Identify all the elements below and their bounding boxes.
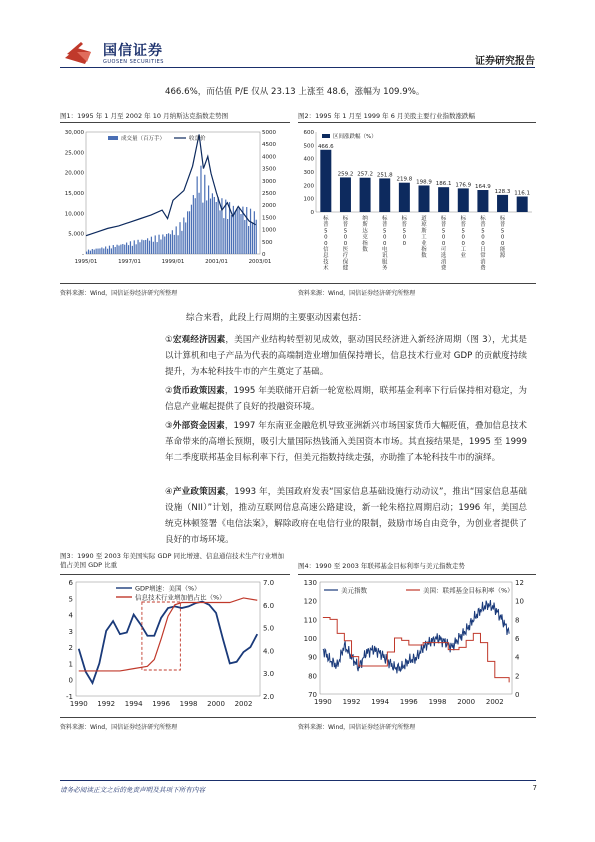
figure2-source: 资料来源：Wind，国信证券经济研究所整理 — [298, 290, 416, 297]
y-left-tick-label: 1 — [68, 660, 73, 669]
x-tick-label: 1990 — [313, 698, 332, 706]
volume-bar — [116, 245, 117, 254]
legend-rate-label: 美国：联邦基金目标利率（%） — [423, 586, 514, 595]
volume-bar — [147, 238, 148, 254]
dollar-index-line — [323, 600, 509, 673]
y-right-tick-label: 8 — [515, 616, 520, 625]
x-tick-label: 2003/01 — [248, 259, 272, 265]
x-tick-label: 1997/01 — [118, 259, 141, 265]
guosen-logo-icon — [63, 38, 95, 68]
volume-bar — [109, 246, 110, 254]
volume-bar — [168, 233, 169, 254]
x-tick-label: 2001/01 — [205, 259, 228, 265]
volume-bar — [237, 209, 238, 254]
figure4-chart — [298, 576, 536, 714]
volume-bar — [172, 230, 173, 254]
figure2-chart — [298, 124, 536, 274]
y-left-tick-label: 30,000 — [64, 130, 84, 136]
paragraph-2 — [165, 383, 527, 415]
summary-line: 综合来看，此段上行周期的主要驱动因素包括： — [186, 313, 367, 323]
volume-bar — [153, 242, 154, 254]
bar — [340, 177, 351, 212]
bar — [497, 195, 508, 212]
figure1-top-rule — [60, 122, 290, 123]
y-right-tick-label: 2 — [515, 672, 520, 681]
y-right-tick-label: 5000 — [262, 130, 276, 136]
y-right-tick-label: 2000 — [262, 203, 276, 210]
volume-bar — [111, 248, 112, 254]
x-tick-label: 1999/01 — [161, 259, 185, 265]
volume-bar — [137, 240, 138, 254]
category-label: 标普 5 0 0 日常消费 — [480, 216, 486, 272]
y-tick-label: 300 — [303, 170, 314, 176]
bar-value-label: 466.6 — [317, 143, 334, 150]
y-left-tick-label: 70 — [308, 691, 317, 699]
figure1-title: 图1：1995 年 1 月至 2002 年 10 月纳斯达克指数走势图 — [60, 112, 229, 120]
volume-bar — [254, 211, 255, 254]
volume-bar — [94, 250, 95, 254]
figure3-chart — [60, 576, 290, 714]
legend-dollar-label: 美元指数 — [341, 586, 367, 595]
volume-bar — [225, 200, 226, 254]
y-right-tick-label: 2.0 — [263, 693, 275, 701]
volume-bar — [136, 244, 137, 254]
bar — [438, 187, 449, 212]
x-tick-label: 2000 — [207, 700, 225, 708]
volume-bar — [195, 198, 196, 254]
bar-value-label: 259.2 — [337, 171, 354, 178]
y-tick-label: 400 — [303, 156, 314, 163]
volume-bar — [233, 206, 234, 254]
category-label: 纳斯达克指数 — [362, 216, 368, 253]
volume-bar — [107, 249, 108, 254]
x-tick-label: 1995/01 — [74, 259, 98, 265]
y-right-tick-label: 4000 — [262, 154, 276, 161]
volume-bar — [240, 214, 241, 254]
volume-bar — [183, 217, 184, 254]
legend-volume-label: 成交量（百万手） — [121, 136, 166, 142]
figure2-top-rule — [298, 122, 536, 123]
volume-bar — [132, 246, 133, 254]
volume-bar — [88, 250, 89, 254]
category-label: 标普 5 0 0 可选消费 — [440, 216, 447, 272]
plot-frame — [320, 582, 512, 694]
volume-bar — [149, 241, 150, 254]
y-left-tick-label: 80 — [308, 672, 317, 681]
figures12-bottom-rule — [60, 283, 536, 284]
paragraph-4-heading: 产业政策因素 — [172, 487, 226, 497]
volume-bar — [181, 231, 182, 254]
volume-bar — [90, 251, 91, 254]
y-left-tick-label: 130 — [303, 579, 317, 587]
figures34-bottom-rule — [60, 717, 536, 718]
volume-bar — [206, 200, 207, 254]
volume-bar — [256, 220, 257, 254]
paragraph-1-text: ，美国产业结构转型初见成效，驱动国民经济进入新经济周期（图 3），尤其是以计算机和电子产品为代表的高端制造业增加值保持增长，信息技术行业对 GDP 的贡献度持续提升，为本轮科技牛市的产生奠定了基础。 — [165, 335, 527, 377]
volume-bar — [177, 235, 178, 254]
y-left-tick-label: 25,000 — [64, 150, 84, 157]
paragraph-2-number: ② — [165, 386, 173, 396]
y-tick-label: 100 — [303, 196, 314, 203]
y-right-tick-label: 3.0 — [263, 670, 275, 679]
x-tick-label: 1998 — [428, 698, 447, 706]
y-right-tick-label: 1500 — [262, 215, 276, 222]
legend-price-label: 收盘价 — [189, 136, 206, 142]
bar-value-label: 257.2 — [357, 171, 373, 178]
volume-bar — [141, 240, 142, 254]
x-tick-label: 2002 — [234, 700, 253, 708]
intro-line: 466.6%，而估值 P/E 仅从 23.13 上涨至 48.6，涨幅为 109.9%。 — [165, 87, 425, 97]
category-label: 标普 5 0 0 医疗保健 — [342, 216, 349, 272]
volume-bar — [101, 247, 102, 254]
volume-bar — [103, 248, 104, 254]
legend-swatch — [322, 134, 330, 138]
volume-bar — [212, 193, 213, 254]
header — [0, 0, 595, 75]
y-left-tick-label: 5,000 — [68, 231, 84, 238]
logo-subtitle: GUOSEN SECURITIES — [103, 59, 164, 65]
y-left-tick-label: -1 — [66, 693, 73, 701]
volume-bar — [164, 237, 165, 254]
figure4-source: 资料来源：Wind，国信证券经济研究所整理 — [298, 724, 416, 731]
y-left-tick-label: 100 — [303, 635, 317, 643]
volume-bar — [238, 208, 239, 254]
figure3-title: 图3：1990 至 2003 年美国实际 GDP 同比增速、信息通信技术生产行业增加值占美国 GDP 比重 — [60, 552, 285, 569]
y-tick-label: 200 — [303, 183, 314, 190]
y-right-tick-label: 4500 — [262, 142, 276, 149]
volume-bar — [231, 215, 232, 254]
bar-value-label: 198.9 — [416, 179, 432, 186]
fed-funds-rate-line — [323, 617, 509, 682]
y-left-tick-label: 20,000 — [64, 170, 84, 177]
bar — [419, 185, 430, 212]
figure1-chart — [60, 124, 290, 274]
figure2-title: 图2：1995 年 1 月至 1999 年 6 月美股主要行业指数涨跌幅 — [298, 112, 475, 120]
paragraph-3-number: ③ — [165, 421, 173, 431]
volume-bar — [227, 219, 228, 254]
y-right-tick-label: 6.0 — [263, 601, 275, 610]
volume-bar — [176, 226, 177, 254]
logo-name: 国信证券 — [103, 43, 163, 59]
paragraph-2-text: ，1995 年美联储开启新一轮宽松周期，联邦基金利率下行后保持相对稳定，为信息产业崛起提供了良好的投融资环境。 — [165, 386, 527, 412]
legend-label: 区间涨跌幅（%） — [333, 134, 377, 140]
category-label: 标普 5 0 0 信息技术 — [323, 216, 329, 272]
bar-value-label: 251.8 — [376, 172, 393, 179]
y-left-tick-label: 15,000 — [64, 191, 84, 197]
volume-bar — [166, 234, 167, 254]
volume-bar — [115, 247, 116, 254]
close-price-line — [86, 134, 256, 235]
volume-bar — [179, 222, 180, 254]
y-right-tick-label: 3000 — [262, 178, 276, 185]
x-tick-label: 1994 — [124, 700, 143, 708]
footer-divider — [60, 780, 536, 781]
volume-bar — [197, 176, 198, 254]
volume-bar — [187, 211, 188, 254]
volume-bar — [124, 245, 125, 254]
bar-value-label: 176.9 — [455, 182, 472, 189]
y-right-tick-label: 12 — [515, 579, 524, 587]
volume-bar — [151, 237, 152, 254]
bar — [320, 150, 331, 212]
volume-bar — [122, 244, 123, 254]
volume-bar — [185, 222, 186, 254]
y-right-tick-label: 3500 — [262, 166, 276, 173]
volume-bar — [130, 241, 131, 254]
paragraph-4-text: ，1993 年，美国政府发表“国家信息基础设施行动动议”，推出“国家信息基础设施（NII）”计划，推动互联网信息高速公路建设，新一轮朱格拉周期启动；1996 年，美国总统克林顿签署《电信法案》，解除政府在电信行业的限制，鼓励市场自由竞争，为创业者提供了良好的市场环境。 — [165, 487, 527, 545]
volume-bar — [158, 235, 159, 254]
figure4-title: 图4：1990 至 2003 年联邦基金目标利率与美元指数走势 — [298, 562, 465, 570]
x-tick-label: 1994 — [371, 698, 390, 706]
volume-bar — [97, 249, 98, 254]
legend-label: 信息技术行业增加值占比（%） — [135, 593, 226, 602]
paragraph-4 — [165, 484, 527, 548]
x-tick-label: 1992 — [97, 700, 116, 708]
bar — [399, 183, 410, 212]
x-tick-label: 2000 — [457, 698, 476, 706]
volume-bar — [189, 211, 190, 254]
volume-bar — [200, 166, 201, 254]
y-tick-label: 0 — [310, 210, 314, 216]
x-tick-label: 1998 — [179, 700, 198, 708]
volume-bar — [120, 245, 121, 254]
y-left-tick-label: 90 — [308, 653, 317, 662]
category-label: 标普 5 0 0 能源 — [499, 216, 506, 260]
volume-bar — [145, 240, 146, 254]
y-right-tick-label: 10 — [515, 597, 524, 606]
volume-bar — [208, 185, 209, 254]
figure4-top-rule — [298, 574, 536, 575]
volume-bar — [219, 210, 220, 254]
volume-bar — [143, 240, 144, 254]
y-left-tick-label: 3 — [68, 627, 73, 636]
volume-bar — [174, 235, 175, 254]
bar — [517, 197, 528, 212]
volume-bar — [250, 209, 251, 254]
page-number: 7 — [532, 784, 537, 792]
x-tick-label: 1996 — [399, 698, 418, 706]
bar — [360, 178, 371, 212]
y-left-tick-label: 10,000 — [64, 211, 84, 218]
category-label: 标普 5 0 0 工业 — [460, 216, 466, 260]
figure3-top-rule — [60, 574, 290, 575]
paragraph-1-heading: 宏观经济因素 — [172, 335, 226, 345]
volume-bar — [214, 197, 215, 254]
volume-bar — [202, 203, 203, 254]
y-tick-label: 500 — [303, 143, 314, 150]
figure3-source: 资料来源：Wind，国信证券经济研究所整理 — [60, 724, 178, 731]
volume-bar — [96, 249, 97, 254]
category-label: 标普 5 0 0 — [401, 216, 408, 247]
volume-bar — [86, 252, 87, 254]
report-type: 证券研究报告 — [475, 56, 535, 67]
bar-value-label: 128.3 — [494, 188, 511, 195]
volume-bar — [193, 195, 194, 254]
y-left-tick-label: 120 — [303, 597, 317, 606]
volume-bar — [210, 199, 211, 254]
paragraph-3-text: ，1997 年东南亚金融危机导致亚洲新兴市场国家货币大幅贬值，叠加信息技术革命带来的高增长预期，吸引大量国际热钱涌入美国资本市场。其直接结果是，1995 至 1999 年二季度联邦基金目标利率下行，但美元指数持续走强，亦助推了本轮科技牛市的演绎。 — [165, 421, 527, 463]
category-label: 标普 5 0 0 电讯服务 — [382, 216, 388, 272]
bar-value-label: 219.8 — [396, 176, 413, 183]
volume-bar — [191, 205, 192, 254]
volume-bar — [160, 239, 161, 254]
y-tick-label: 600 — [303, 130, 314, 136]
volume-bar — [128, 245, 129, 254]
volume-bar — [244, 220, 245, 254]
category-label: 道琼斯工业指数 — [421, 216, 427, 260]
volume-bar — [105, 246, 106, 254]
paragraph-3-heading: 外部资金因素 — [172, 421, 225, 431]
volume-bar — [113, 245, 114, 254]
volume-bar — [235, 211, 236, 254]
volume-bar — [248, 226, 249, 254]
bar — [458, 188, 469, 212]
volume-bar — [216, 202, 217, 254]
paragraph-3 — [165, 418, 527, 466]
volume-bar — [170, 234, 171, 254]
y-left-tick-label: 0 — [68, 676, 73, 685]
x-tick-label: 1996 — [152, 700, 171, 708]
y-left-tick-label: 2 — [68, 644, 73, 653]
volume-bar — [118, 246, 119, 254]
legend-label: GDP增速：美国（%） — [135, 584, 201, 593]
volume-bar — [126, 243, 127, 254]
footer-disclaimer: 请务必阅读正文之后的免责声明及其项下所有内容 — [60, 786, 206, 794]
paragraph-1-number: ① — [165, 335, 173, 345]
bar — [379, 178, 390, 212]
y-right-tick-label: 2500 — [262, 191, 276, 197]
bar — [477, 190, 488, 212]
bar-value-label: 116.1 — [514, 190, 531, 197]
header-divider — [60, 67, 535, 68]
volume-bar — [252, 223, 253, 254]
volume-bar — [134, 240, 135, 254]
y-left-tick-label: 5 — [68, 595, 73, 604]
y-right-tick-label: 0 — [262, 252, 266, 258]
y-right-tick-label: 4 — [515, 653, 520, 662]
volume-bar — [246, 207, 247, 254]
volume-bar — [198, 193, 199, 254]
y-right-tick-label: 6 — [515, 635, 520, 643]
y-right-tick-label: 5.0 — [263, 624, 275, 633]
volume-bar — [162, 234, 163, 254]
volume-bar — [92, 249, 93, 254]
y-right-tick-label: 1000 — [262, 227, 276, 234]
y-right-tick-label: 0 — [515, 691, 520, 699]
x-tick-label: 2002 — [485, 698, 504, 706]
paragraph-2-heading: 货币政策因素 — [172, 386, 225, 396]
x-tick-label: 1992 — [342, 698, 361, 706]
volume-bar — [157, 242, 158, 254]
paragraph-1 — [165, 332, 527, 380]
y-right-tick-label: 7.0 — [263, 579, 275, 587]
y-left-tick-label: - — [82, 252, 84, 258]
x-tick-label: 1990 — [69, 700, 88, 708]
paragraph-4-number: ④ — [165, 487, 173, 497]
bar-value-label: 164.9 — [475, 184, 491, 191]
y-right-tick-label: 500 — [262, 239, 273, 246]
volume-bar — [218, 197, 219, 254]
volume-bar — [223, 218, 224, 254]
y-left-tick-label: 110 — [303, 616, 317, 625]
figure1-source: 资料来源：Wind，国信证券经济研究所整理 — [60, 290, 178, 297]
y-right-tick-label: 4.0 — [263, 647, 275, 656]
volume-bar — [221, 198, 222, 254]
legend-volume-swatch — [108, 136, 118, 140]
volume-bar — [155, 235, 156, 254]
y-left-tick-label: 4 — [68, 611, 73, 620]
y-left-tick-label: 6 — [68, 579, 73, 587]
volume-bar — [139, 242, 140, 254]
volume-bar — [204, 175, 205, 254]
bar-value-label: 186.1 — [435, 181, 452, 188]
volume-bar — [99, 248, 100, 254]
